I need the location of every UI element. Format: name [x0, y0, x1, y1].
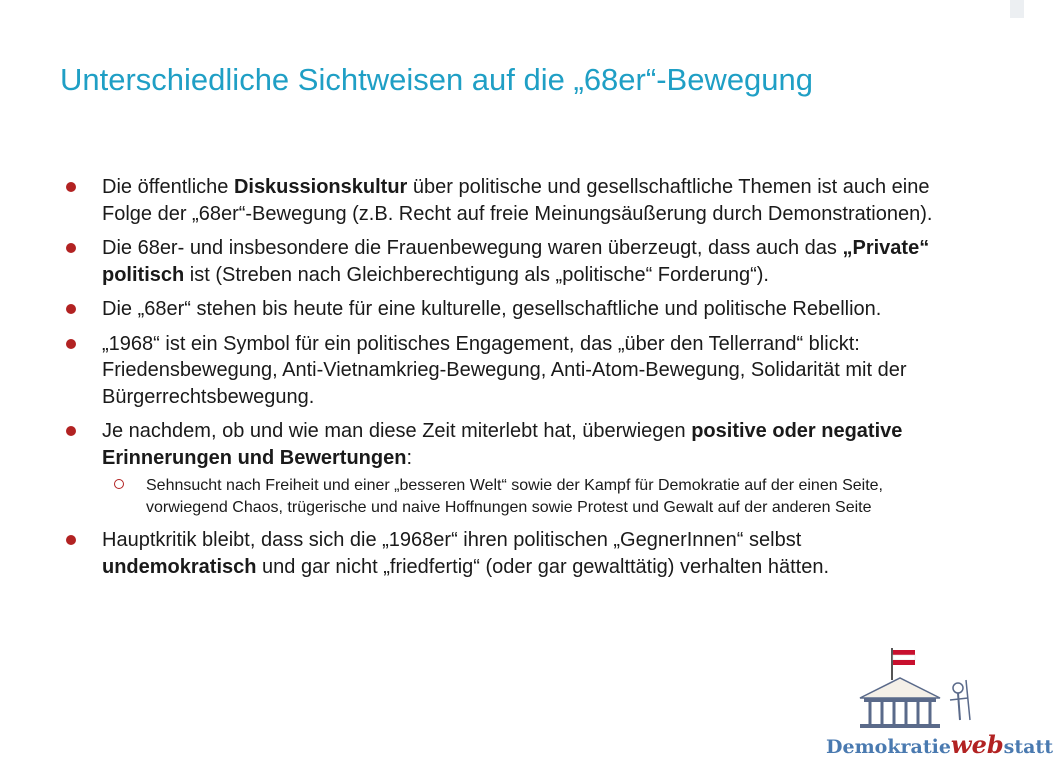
- bullet-item: [66, 527, 862, 580]
- bullet-dot-icon: [66, 426, 76, 436]
- bullet-item: [66, 331, 966, 411]
- sub-bullet-text: Sehnsucht nach Freiheit und einer „besseren Welt“ sowie der Kampf für Demokratie auf der einen Seite, vorwiegend Chaos, trügerische und naive Hoffnungen sowie Protest und Gewalt auf der anderen Seite: [146, 477, 883, 516]
- logo-text-part: Demokratie: [826, 736, 951, 758]
- sub-bullet-item: [102, 475, 966, 519]
- bullet-text: und gar nicht „friedfertig“ (oder gar gewalttätig) verhalten hätten.: [256, 555, 830, 578]
- circle-bullet-icon: [114, 479, 124, 489]
- corner-mark: [1010, 0, 1024, 18]
- bullet-text: Die „68er“ stehen bis heute für eine kulturelle, gesellschaftliche und politische Rebellion.: [102, 298, 882, 320]
- logo-text-part: statt: [1003, 736, 1053, 758]
- logo-text: [826, 730, 1053, 759]
- bullet-text: über politische und gesellschaftliche Themen ist auch eine Folge der „68er“-Bewegung (z.B. Recht auf freie Meinungsäußerung durch Demonstrationen).: [102, 176, 933, 225]
- bullet-dot-icon: [66, 304, 76, 314]
- bullet-bold-text: Diskussionskultur: [233, 176, 408, 198]
- bullet-list: [66, 174, 966, 588]
- bullet-item: [66, 235, 966, 288]
- bullet-item: [66, 418, 966, 519]
- bullet-bold-text: „Private“ politisch: [102, 237, 930, 286]
- bullet-text: Hauptkritik bleibt, dass sich die „1968er“ ihren politischen „GegnerInnen“ selbst: [102, 529, 802, 551]
- demokratiewebstatt-logo: [820, 640, 1053, 768]
- bullet-text: Die öffentliche: [102, 176, 234, 198]
- bullet-bold-text: undemokratisch: [102, 555, 257, 578]
- logo-text-part: web: [950, 730, 1004, 759]
- bullet-dot-icon: [66, 243, 76, 253]
- bullet-text: „1968“ ist ein Symbol für ein politisches Engagement, das „über den Tellerrand“ blickt: Friedensbewegung, Anti-Vietnamkrieg-Bewegung, Anti-Atom-Bewegung, Solidarität mit der Bürgerrechtsbewegung.: [102, 332, 907, 408]
- bullet-dot-icon: [66, 339, 76, 349]
- slide-title: Unterschiedliche Sichtweisen auf die „68er“-Bewegung: [60, 62, 814, 97]
- bullet-item: [66, 296, 966, 323]
- bullet-bold-text: positive oder negative Erinnerungen und Bewertungen: [102, 420, 903, 469]
- bullet-dot-icon: [66, 182, 76, 192]
- bullet-text: Je nachdem, ob und wie man diese Zeit miterlebt hat, überwiegen: [102, 420, 692, 442]
- bullet-item: [66, 174, 966, 227]
- bullet-text: Die 68er- und insbesondere die Frauenbewegung waren überzeugt, dass auch das: [102, 237, 843, 259]
- bullet-dot-icon: [66, 535, 76, 545]
- bullet-text: ist (Streben nach Gleichberechtigung als „politische“ Forderung“).: [184, 263, 769, 286]
- parliament-building-icon: [820, 640, 1024, 735]
- bullet-text: :: [406, 446, 413, 469]
- sub-bullet-list: [102, 475, 966, 519]
